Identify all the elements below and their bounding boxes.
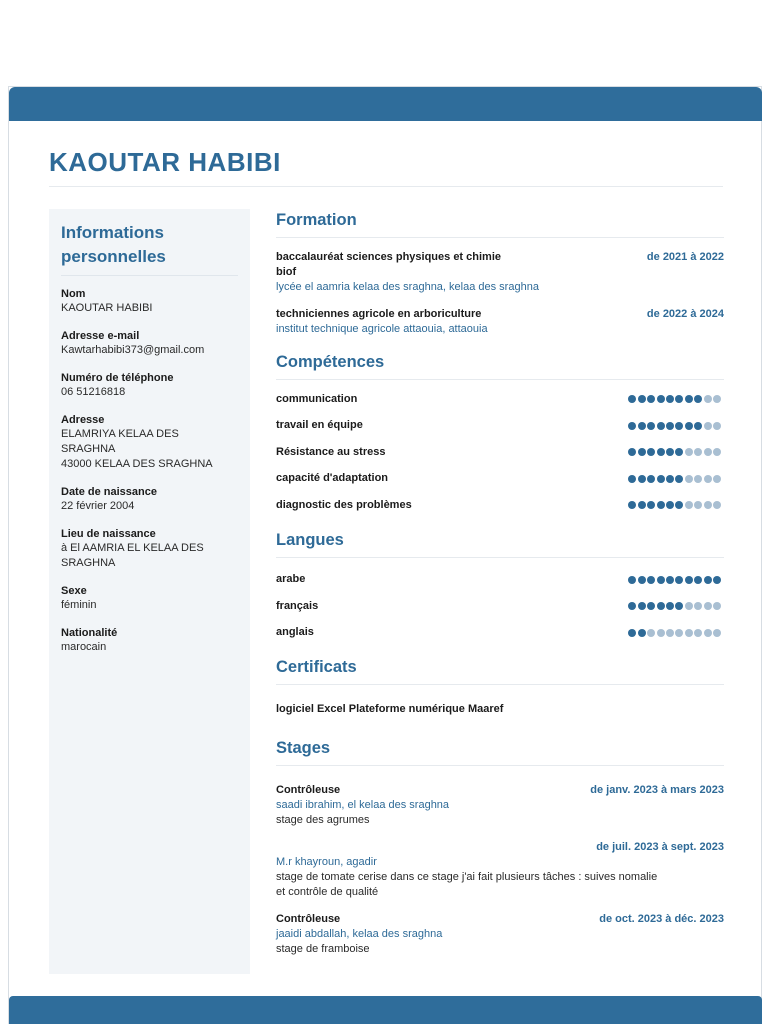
info-item-birthplace [61,527,238,571]
language-name: anglais [276,626,314,639]
level-dot-empty [694,629,702,637]
info-item-phone [61,371,238,400]
level-dot-empty [694,602,702,610]
level-dot-filled [666,602,674,610]
level-dot-filled [647,602,655,610]
certificate-text: logiciel Excel Plateforme numérique Maaref [276,703,504,715]
level-dot-empty [713,475,721,483]
info-label: Lieu de naissance [61,528,156,540]
level-dot-filled [647,448,655,456]
level-dot-filled [657,576,665,584]
level-dot-filled [638,629,646,637]
level-dot-filled [675,422,683,430]
level-dot-filled [638,602,646,610]
skill-level-dots [628,501,721,509]
formation-title: Formation [276,209,724,238]
level-dot-filled [638,422,646,430]
degree-line: biof [276,266,297,278]
level-dot-filled [666,422,674,430]
stage-description: stage de tomate cerise dans ce stage j'ai fait plusieurs tâches : suives nomalie [276,871,658,883]
level-dot-filled [666,576,674,584]
level-dot-empty [713,448,721,456]
level-dot-empty [713,422,721,430]
level-dot-filled [675,475,683,483]
level-dot-filled [704,576,712,584]
skill-level-dots [628,448,721,456]
level-dot-filled [628,475,636,483]
info-item-sex [61,584,238,613]
level-dot-filled [638,576,646,584]
langues-title: Langues [276,529,724,558]
skills-list [276,386,724,519]
info-item-birthdate [61,485,238,514]
level-dot-filled [657,475,665,483]
info-label: Nationalité [61,627,118,639]
level-dot-empty [685,501,693,509]
language-row [276,567,724,594]
stage-description: stage de framboise [276,943,370,955]
formation-item [276,307,724,337]
skill-name: Résistance au stress [276,445,386,458]
info-item-address [61,413,238,472]
info-value: SRAGHNA [61,557,116,569]
main-column [276,209,724,957]
level-dot-filled [628,448,636,456]
language-name: français [276,599,319,612]
language-level-dots [628,629,721,637]
skill-name: diagnostic des problèmes [276,498,412,511]
skill-row [276,492,724,519]
info-value: 22 février 2004 [61,500,135,512]
stage-dates: de juil. 2023 à sept. 2023 [596,841,724,853]
level-dot-empty [685,629,693,637]
skill-row [276,466,724,493]
formation-dates: de 2022 à 2024 [646,308,724,320]
level-dot-empty [704,475,712,483]
level-dot-filled [628,422,636,430]
stage-item [276,783,724,828]
info-value: 06 51216818 [61,386,126,398]
level-dot-filled [675,501,683,509]
level-dot-filled [675,395,683,403]
level-dot-filled [638,448,646,456]
stage-item [276,912,724,957]
info-value: KAOUTAR HABIBI [61,302,153,314]
skill-row [276,386,724,413]
level-dot-filled [647,422,655,430]
certificats-section [276,656,724,717]
skill-name: travail en équipe [276,419,363,432]
info-value: à El AAMRIA EL KELAA DES [61,542,204,554]
skill-name: capacité d'adaptation [276,472,389,485]
level-dot-empty [666,629,674,637]
footer-bar [9,996,762,1024]
level-dot-empty [704,629,712,637]
info-label: Adresse e-mail [61,330,140,342]
stage-item [276,840,724,900]
info-value: féminin [61,599,97,611]
stages-section [276,737,724,957]
personal-info-title-line2: personnelles [61,247,166,266]
level-dot-filled [675,448,683,456]
level-dot-empty [675,629,683,637]
level-dot-empty [704,448,712,456]
level-dot-empty [713,395,721,403]
langues-section [276,529,724,647]
school-name: institut technique agricole attaouia, attaouia [276,323,488,335]
level-dot-empty [685,475,693,483]
level-dot-filled [675,576,683,584]
school-name: lycée el aamria kelaa des sraghna, kelaa des sraghna [276,281,539,293]
info-item-email [61,329,238,358]
info-value: marocain [61,641,107,653]
info-value: 43000 KELAA DES SRAGHNA [61,458,213,470]
info-label: Adresse [61,414,105,426]
level-dot-empty [704,422,712,430]
level-dot-filled [713,576,721,584]
info-label: Sexe [61,585,87,597]
level-dot-filled [666,448,674,456]
level-dot-filled [638,501,646,509]
level-dot-filled [685,576,693,584]
level-dot-filled [694,576,702,584]
level-dot-filled [685,422,693,430]
level-dot-empty [685,602,693,610]
formation-section [276,209,724,337]
level-dot-filled [628,576,636,584]
info-value: Kawtarhabibi373@gmail.com [61,344,205,356]
info-item-nationality [61,626,238,655]
level-dot-filled [647,501,655,509]
level-dot-filled [647,576,655,584]
level-dot-filled [666,475,674,483]
level-dot-empty [704,395,712,403]
skill-level-dots [628,475,721,483]
language-row [276,620,724,647]
personal-info-title [61,221,238,276]
competences-section [276,351,724,519]
stage-role: Contrôleuse [276,784,341,796]
degree-title: techniciennes agricole en arboriculture [276,308,482,320]
candidate-name: KAOUTAR HABIBI [49,147,281,177]
degree-title [276,250,501,280]
stage-role: Contrôleuse [276,913,341,925]
info-value: SRAGHNA [61,443,116,455]
level-dot-empty [713,629,721,637]
name-divider [49,186,723,187]
info-label: Date de naissance [61,486,157,498]
level-dot-empty [694,448,702,456]
level-dot-filled [638,475,646,483]
level-dot-empty [713,602,721,610]
stage-place: saadi ibrahim, el kelaa des sraghna [276,799,450,811]
level-dot-filled [647,395,655,403]
level-dot-filled [694,422,702,430]
level-dot-empty [713,501,721,509]
skill-name: communication [276,392,358,405]
stage-dates: de janv. 2023 à mars 2023 [590,784,724,796]
info-value: ELAMRIYA KELAA DES [61,428,179,440]
level-dot-empty [694,501,702,509]
level-dot-filled [628,602,636,610]
language-row [276,593,724,620]
info-label: Nom [61,288,86,300]
level-dot-filled [666,501,674,509]
level-dot-filled [657,395,665,403]
formation-item [276,250,724,295]
languages-list [276,567,724,647]
info-item-nom [61,287,238,316]
level-dot-filled [628,629,636,637]
level-dot-filled [657,448,665,456]
skill-row [276,413,724,440]
skill-level-dots [628,422,721,430]
level-dot-empty [647,629,655,637]
stage-dates: de oct. 2023 à déc. 2023 [599,913,724,925]
level-dot-empty [694,475,702,483]
degree-line: baccalauréat sciences physiques et chimie [276,251,502,263]
header-bar [9,87,762,121]
level-dot-filled [657,501,665,509]
level-dot-filled [628,501,636,509]
formation-dates: de 2021 à 2022 [646,251,724,263]
level-dot-filled [675,602,683,610]
stage-place: M.r khayroun, agadir [276,856,377,868]
level-dot-empty [685,448,693,456]
skill-level-dots [628,395,721,403]
certificats-title: Certificats [276,656,724,685]
stage-description: et contrôle de qualité [276,886,379,898]
personal-info-title-line1: Informations [61,223,164,242]
skill-row [276,439,724,466]
level-dot-filled [694,395,702,403]
stage-place: jaaidi abdallah, kelaa des sraghna [276,928,443,940]
language-level-dots [628,576,721,584]
level-dot-filled [657,602,665,610]
language-level-dots [628,602,721,610]
competences-title: Compétences [276,351,724,380]
level-dot-filled [666,395,674,403]
level-dot-filled [638,395,646,403]
language-name: arabe [276,573,306,586]
level-dot-filled [685,395,693,403]
level-dot-empty [657,629,665,637]
level-dot-filled [657,422,665,430]
level-dot-filled [647,475,655,483]
stages-title: Stages [276,737,724,766]
level-dot-filled [628,395,636,403]
level-dot-empty [704,602,712,610]
personal-info-sidebar [49,209,250,974]
level-dot-empty [704,501,712,509]
info-label: Numéro de téléphone [61,372,174,384]
stage-description: stage des agrumes [276,814,370,826]
